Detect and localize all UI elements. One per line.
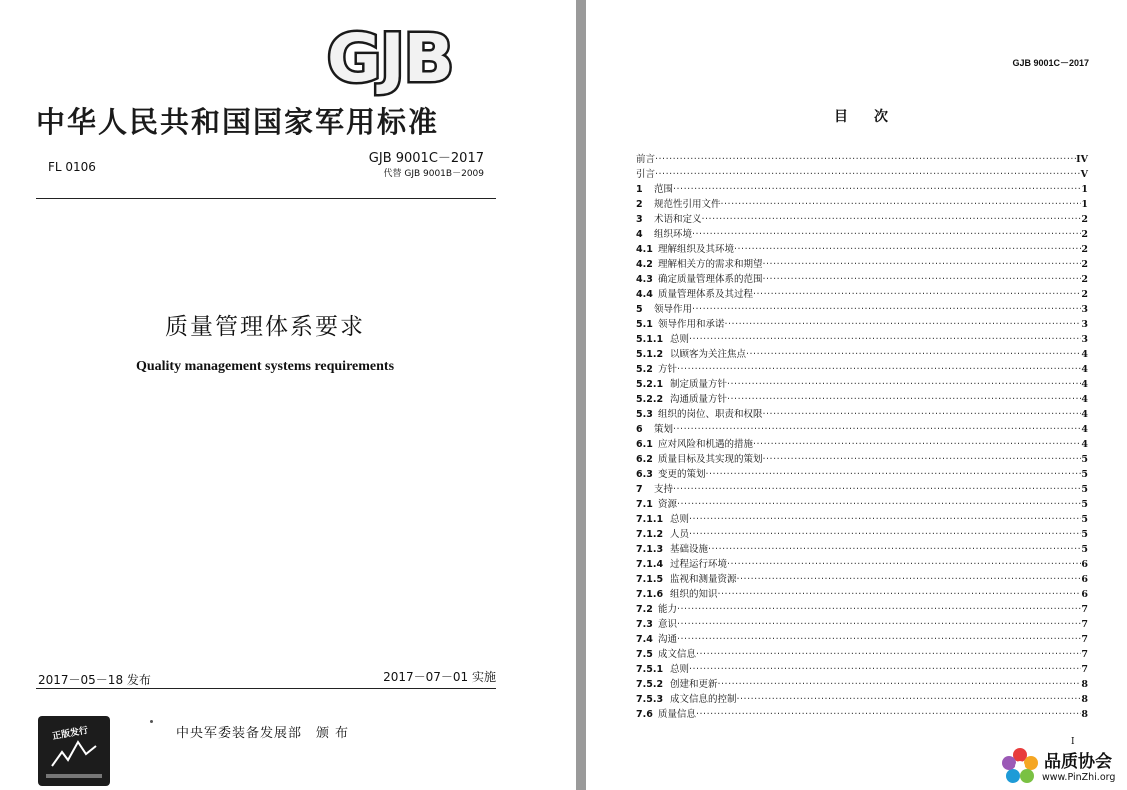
running-header: GJB 9001C－2017 <box>1012 58 1089 68</box>
toc-entry-page: 5 <box>1081 514 1088 525</box>
divider-line-top <box>36 198 496 199</box>
toc-entry-title: 成文信息 <box>658 649 697 660</box>
toc-entry-page: 7 <box>1081 649 1088 660</box>
toc-entry-page: 8 <box>1081 679 1088 690</box>
toc-entry-title: 组织的岗位、职责和权限 <box>658 409 763 420</box>
page-gap <box>576 0 586 790</box>
toc-entry-title: 引言 <box>636 169 656 180</box>
toc-entry <box>636 227 1088 242</box>
toc-entry-title: 术语和定义 <box>654 214 702 225</box>
toc-entry-number: 5.1 <box>636 319 653 330</box>
toc-entry <box>636 362 1088 377</box>
toc-entry-page: 2 <box>1081 289 1088 300</box>
toc-entry <box>636 692 1088 707</box>
toc-entry-page: 7 <box>1081 634 1088 645</box>
toc-entry-title: 前言 <box>636 154 656 165</box>
toc-entry-number: 6.2 <box>636 454 653 465</box>
toc-entry-title: 确定质量管理体系的范围 <box>658 274 763 285</box>
toc-entry-number: 7.1.2 <box>636 529 664 540</box>
toc-entry-title: 沟通 <box>658 634 678 645</box>
toc-entry-title: 总则 <box>670 514 690 525</box>
toc-dot-leader <box>689 512 1081 527</box>
toc-entry-number: 4.4 <box>636 289 653 300</box>
toc-entry-page: 5 <box>1081 469 1088 480</box>
toc-entry-title: 总则 <box>670 334 690 345</box>
toc-entry-page: 1 <box>1081 199 1088 210</box>
toc-entry-number: 7.1 <box>636 499 653 510</box>
toc-entry <box>636 272 1088 287</box>
toc-dot-leader <box>677 497 1081 512</box>
toc-entry <box>636 497 1088 512</box>
toc-dot-leader <box>655 167 1081 182</box>
toc-entry <box>636 632 1088 647</box>
toc-entry-number: 5.1.1 <box>636 334 664 345</box>
stamp-label: 正版发行 <box>51 725 89 743</box>
toc-entry <box>636 182 1088 197</box>
toc-entry-page: 5 <box>1081 484 1088 495</box>
issuer-name: 中央军委装备发展部 <box>176 726 303 741</box>
toc-entry-page: 6 <box>1081 574 1088 585</box>
watermark-name: 品质协会 <box>1044 752 1112 772</box>
toc-entry-page: 4 <box>1081 409 1088 420</box>
toc-entry <box>636 197 1088 212</box>
toc-entry-page: 4 <box>1081 379 1088 390</box>
toc-entry-number: 7.4 <box>636 634 653 645</box>
toc-entry-page: 5 <box>1081 454 1088 465</box>
toc-entry-title: 资源 <box>658 499 678 510</box>
toc-entry-number: 7.3 <box>636 619 653 630</box>
table-of-contents <box>636 152 1088 722</box>
contents-page <box>586 0 1127 790</box>
toc-entry-number: 5.2 <box>636 364 653 375</box>
toc-entry <box>636 617 1088 632</box>
toc-entry-page: 2 <box>1081 244 1088 255</box>
toc-entry-page: 7 <box>1081 604 1088 615</box>
toc-entry-number: 7.1.4 <box>636 559 664 570</box>
toc-entry-number: 5 <box>636 304 643 315</box>
toc-dot-leader <box>725 317 1082 332</box>
toc-entry <box>636 707 1088 722</box>
toc-entry-number: 4.3 <box>636 274 653 285</box>
toc-entry-title: 理解相关方的需求和期望 <box>658 259 763 270</box>
toc-entry-title: 组织的知识 <box>670 589 718 600</box>
toc-dot-leader <box>727 557 1081 572</box>
toc-dot-leader <box>763 452 1082 467</box>
toc-entry-number: 7.1.3 <box>636 544 664 555</box>
gjb-logo: GJB <box>327 20 454 97</box>
toc-entry-number: 7.1.6 <box>636 589 664 600</box>
toc-entry-title: 应对风险和机遇的措施 <box>658 439 754 450</box>
toc-entry-number: 7 <box>636 484 643 495</box>
standard-number: GJB 9001C－2017 <box>368 151 484 166</box>
toc-entry-title: 成文信息的控制 <box>670 694 737 705</box>
toc-entry <box>636 647 1088 662</box>
toc-entry <box>636 587 1088 602</box>
cover-title: 中华人民共和国国家军用标准 <box>36 105 440 139</box>
toc-entry-title: 过程运行环境 <box>670 559 728 570</box>
toc-entry-title: 质量管理体系及其过程 <box>658 289 754 300</box>
toc-entry-title: 领导作用 <box>654 304 693 315</box>
toc-entry <box>636 512 1088 527</box>
implement-date: 2017－07－01 实施 <box>383 670 496 684</box>
toc-dot-leader <box>692 227 1081 242</box>
toc-entry-number: 7.5.3 <box>636 694 664 705</box>
flower-logo-icon <box>1000 746 1040 786</box>
toc-dot-leader <box>696 707 1081 722</box>
toc-entry-title: 以顾客为关注焦点 <box>670 349 747 360</box>
toc-dot-leader <box>727 377 1081 392</box>
toc-entry-number: 5.3 <box>636 409 653 420</box>
toc-dot-leader <box>673 182 1081 197</box>
document-title-en: Quality management systems requirements <box>135 359 395 374</box>
toc-dot-leader <box>689 332 1081 347</box>
toc-dot-leader <box>763 272 1082 287</box>
toc-entry-title: 总则 <box>670 664 690 675</box>
toc-dot-leader <box>677 362 1081 377</box>
toc-entry <box>636 347 1088 362</box>
toc-entry-page: 3 <box>1081 319 1088 330</box>
toc-entry-page: 3 <box>1081 304 1088 315</box>
toc-entry <box>636 482 1088 497</box>
toc-entry-title: 规范性引用文件 <box>654 199 721 210</box>
toc-entry-page: 5 <box>1081 544 1088 555</box>
toc-entry <box>636 212 1088 227</box>
toc-entry-page: V <box>1080 169 1088 180</box>
toc-entry-page: 2 <box>1081 274 1088 285</box>
toc-entry-page: 5 <box>1081 499 1088 510</box>
toc-entry-page: 4 <box>1081 394 1088 405</box>
toc-entry-page: 6 <box>1081 559 1088 570</box>
toc-entry-page: 4 <box>1081 349 1088 360</box>
toc-entry-page: IV <box>1076 154 1088 165</box>
toc-entry-page: 1 <box>1081 184 1088 195</box>
toc-entry <box>636 302 1088 317</box>
toc-entry-page: 5 <box>1081 529 1088 540</box>
toc-entry-title: 质量目标及其实现的策划 <box>658 454 763 465</box>
toc-entry-page: 3 <box>1081 334 1088 345</box>
toc-entry <box>636 392 1088 407</box>
document-title-cn: 质量管理体系要求 <box>165 314 365 340</box>
toc-dot-leader <box>673 482 1081 497</box>
toc-dot-leader <box>692 302 1081 317</box>
toc-dot-leader <box>753 437 1081 452</box>
toc-entry <box>636 452 1088 467</box>
toc-dot-leader <box>696 647 1081 662</box>
toc-dot-leader <box>718 587 1082 602</box>
issuer-line <box>176 722 354 741</box>
toc-entry-number: 7.1.5 <box>636 574 664 585</box>
toc-entry-number: 7.2 <box>636 604 653 615</box>
toc-entry <box>636 437 1088 452</box>
toc-entry-title: 制定质量方针 <box>670 379 728 390</box>
toc-dot-leader <box>727 392 1081 407</box>
toc-entry-number: 4.2 <box>636 259 653 270</box>
toc-entry-title: 沟通质量方针 <box>670 394 728 405</box>
toc-dot-leader <box>763 407 1082 422</box>
speck <box>150 720 153 723</box>
toc-entry <box>636 677 1088 692</box>
toc-dot-leader <box>721 197 1082 212</box>
toc-entry-number: 6.1 <box>636 439 653 450</box>
classification-code: FL 0106 <box>48 160 96 174</box>
toc-entry <box>636 422 1088 437</box>
toc-entry-number: 4.1 <box>636 244 653 255</box>
toc-dot-leader <box>718 677 1082 692</box>
toc-entry-title: 创建和更新 <box>670 679 718 690</box>
toc-entry-number: 6 <box>636 424 643 435</box>
toc-entry-page: 2 <box>1081 259 1088 270</box>
toc-entry-title: 质量信息 <box>658 709 697 720</box>
toc-entry-page: 2 <box>1081 229 1088 240</box>
toc-entry-page: 4 <box>1081 439 1088 450</box>
toc-entry-page: 4 <box>1081 364 1088 375</box>
toc-entry-number: 7.6 <box>636 709 653 720</box>
toc-entry-title: 支持 <box>654 484 674 495</box>
toc-dot-leader <box>753 287 1081 302</box>
toc-entry-number: 5.2.1 <box>636 379 664 390</box>
toc-entry <box>636 557 1088 572</box>
publish-date: 2017－05－18 发布 <box>38 673 151 687</box>
toc-dot-leader <box>734 242 1081 257</box>
toc-entry-number: 7.5.1 <box>636 664 664 675</box>
toc-entry-number: 6.3 <box>636 469 653 480</box>
toc-entry-title: 意识 <box>658 619 678 630</box>
toc-entry-title: 方针 <box>658 364 678 375</box>
toc-dot-leader <box>702 212 1082 227</box>
toc-dot-leader <box>746 347 1081 362</box>
toc-entry-number: 4 <box>636 229 643 240</box>
toc-dot-leader <box>737 572 1082 587</box>
toc-dot-leader <box>737 692 1082 707</box>
toc-entry-number: 3 <box>636 214 643 225</box>
toc-entry <box>636 257 1088 272</box>
toc-entry-number: 1 <box>636 184 643 195</box>
toc-entry <box>636 242 1088 257</box>
watermark <box>996 744 1126 790</box>
toc-dot-leader <box>677 617 1081 632</box>
toc-entry-title: 组织环境 <box>654 229 693 240</box>
toc-entry-page: 8 <box>1081 694 1088 705</box>
toc-entry <box>636 602 1088 617</box>
toc-entry <box>636 152 1088 167</box>
toc-entry <box>636 332 1088 347</box>
toc-entry <box>636 167 1088 182</box>
toc-entry-title: 领导作用和承诺 <box>658 319 725 330</box>
page-number: I <box>1071 737 1075 747</box>
replaces-note: 代替 GJB 9001B－2009 <box>383 169 484 179</box>
contents-title: 目次 <box>834 109 914 125</box>
toc-entry-title: 监视和测量资源 <box>670 574 737 585</box>
toc-dot-leader <box>677 632 1081 647</box>
toc-entry <box>636 287 1088 302</box>
toc-entry-page: 8 <box>1081 709 1088 720</box>
divider-line-bottom <box>36 688 496 689</box>
toc-entry-number: 7.5 <box>636 649 653 660</box>
toc-entry <box>636 662 1088 677</box>
toc-dot-leader <box>689 527 1081 542</box>
toc-entry-number: 5.1.2 <box>636 349 664 360</box>
toc-entry-number: 2 <box>636 199 643 210</box>
toc-entry-page: 6 <box>1081 589 1088 600</box>
watermark-url: www.PinZhi.org <box>1042 772 1116 783</box>
toc-entry-title: 范围 <box>654 184 674 195</box>
toc-dot-leader <box>655 152 1076 167</box>
toc-dot-leader <box>706 467 1082 482</box>
toc-entry <box>636 542 1088 557</box>
toc-dot-leader <box>673 422 1081 437</box>
toc-entry <box>636 572 1088 587</box>
toc-entry-page: 4 <box>1081 424 1088 435</box>
toc-entry-page: 7 <box>1081 619 1088 630</box>
toc-entry-number: 7.5.2 <box>636 679 664 690</box>
toc-dot-leader <box>677 602 1081 617</box>
toc-entry-page: 2 <box>1081 214 1088 225</box>
toc-entry-title: 人员 <box>670 529 690 540</box>
toc-dot-leader <box>708 542 1081 557</box>
toc-entry <box>636 527 1088 542</box>
toc-entry <box>636 377 1088 392</box>
toc-entry-number: 5.2.2 <box>636 394 664 405</box>
toc-entry-title: 基础设施 <box>670 544 709 555</box>
toc-dot-leader <box>689 662 1081 677</box>
toc-dot-leader <box>763 257 1082 272</box>
issuer-verb: 颁布 <box>316 726 355 741</box>
authentic-edition-stamp <box>38 716 110 786</box>
toc-entry <box>636 317 1088 332</box>
toc-entry <box>636 407 1088 422</box>
toc-entry-title: 变更的策划 <box>658 469 706 480</box>
toc-entry <box>636 467 1088 482</box>
toc-entry-number: 7.1.1 <box>636 514 664 525</box>
toc-entry-title: 理解组织及其环境 <box>658 244 735 255</box>
toc-entry-title: 策划 <box>654 424 674 435</box>
toc-entry-title: 能力 <box>658 604 678 615</box>
toc-entry-page: 7 <box>1081 664 1088 675</box>
